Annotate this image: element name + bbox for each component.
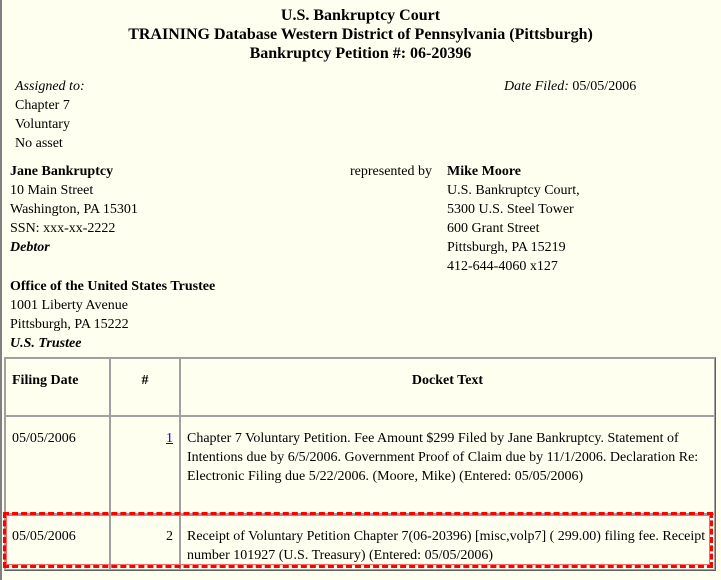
- trustee-block: [10, 277, 215, 353]
- debtor-address-line: 10 Main Street: [10, 183, 94, 198]
- attorney-name: Mike Moore: [447, 164, 521, 179]
- docket-text-cell: Receipt of Voluntary Petition Chapter 7(06-20396) [misc,volp7] ( 299.00) filing fee. Receipt number 101927 (U.S. Treasury) (Entered: 05/05/2006): [180, 514, 715, 570]
- attorney-line: Pittsburgh, PA 15219: [447, 240, 566, 255]
- attorney-line: 600 Grant Street: [447, 221, 540, 236]
- column-header-filing-date: Filing Date: [5, 358, 110, 416]
- trustee-city-line: Pittsburgh, PA 15222: [10, 317, 129, 332]
- docket-text-cell: Chapter 7 Voluntary Petition. Fee Amount $299 Filed by Jane Bankruptcy. Statement of Intentions due by 6/5/2006. Government Proof of Claim due by 11/1/2006. Declaration Re: Electronic Filing due 5/22/2006. (Moore, Mike) (Entered: 05/05/2006): [180, 416, 715, 514]
- debtor-block: [10, 162, 138, 257]
- docket-table: [4, 357, 716, 571]
- case-chapter: Chapter 7: [15, 98, 70, 113]
- attorney-phone: 412-644-4060 x127: [447, 259, 558, 274]
- trustee-name: Office of the United States Trustee: [10, 279, 216, 294]
- debtor-city-line: Washington, PA 15301: [10, 202, 138, 217]
- document-link[interactable]: 1: [166, 431, 173, 446]
- table-row: [5, 514, 715, 570]
- attorney-line: 5300 U.S. Steel Tower: [447, 202, 574, 217]
- case-type: Voluntary: [15, 117, 70, 132]
- debtor-ssn: SSN: xxx-xx-2222: [10, 221, 116, 236]
- trustee-address-line: 1001 Liberty Avenue: [10, 298, 128, 313]
- column-header-number: #: [110, 358, 180, 416]
- date-filed-value: 05/05/2006: [572, 79, 637, 94]
- database-name: TRAINING Database Western District of Pennsylvania (Pittsburgh): [128, 26, 593, 43]
- represented-by-label: represented by: [350, 164, 433, 179]
- case-assignment-section: [0, 77, 721, 149]
- petition-number: Bankruptcy Petition #: 06-20396: [249, 45, 472, 62]
- trustee-role: U.S. Trustee: [10, 336, 82, 351]
- date-filed: [504, 77, 636, 96]
- filing-date-cell: 05/05/2006: [5, 416, 110, 514]
- document-number-cell: [110, 416, 180, 514]
- column-header-docket-text: Docket Text: [180, 358, 715, 416]
- court-name: U.S. Bankruptcy Court: [280, 7, 441, 24]
- debtor-name: Jane Bankruptcy: [10, 164, 114, 179]
- attorney-block: [447, 162, 580, 276]
- assigned-block: [15, 77, 85, 153]
- date-filed-label: Date Filed:: [504, 79, 569, 94]
- table-row: [5, 416, 715, 514]
- document-number-cell: 2: [110, 514, 180, 570]
- asset-status: No asset: [15, 136, 63, 151]
- assigned-to-label: Assigned to:: [15, 79, 85, 94]
- attorney-line: U.S. Bankruptcy Court,: [447, 183, 580, 198]
- debtor-role: Debtor: [10, 240, 50, 255]
- page-header: [0, 0, 721, 63]
- docket-header-row: [5, 358, 715, 416]
- filing-date-cell: 05/05/2006: [5, 514, 110, 570]
